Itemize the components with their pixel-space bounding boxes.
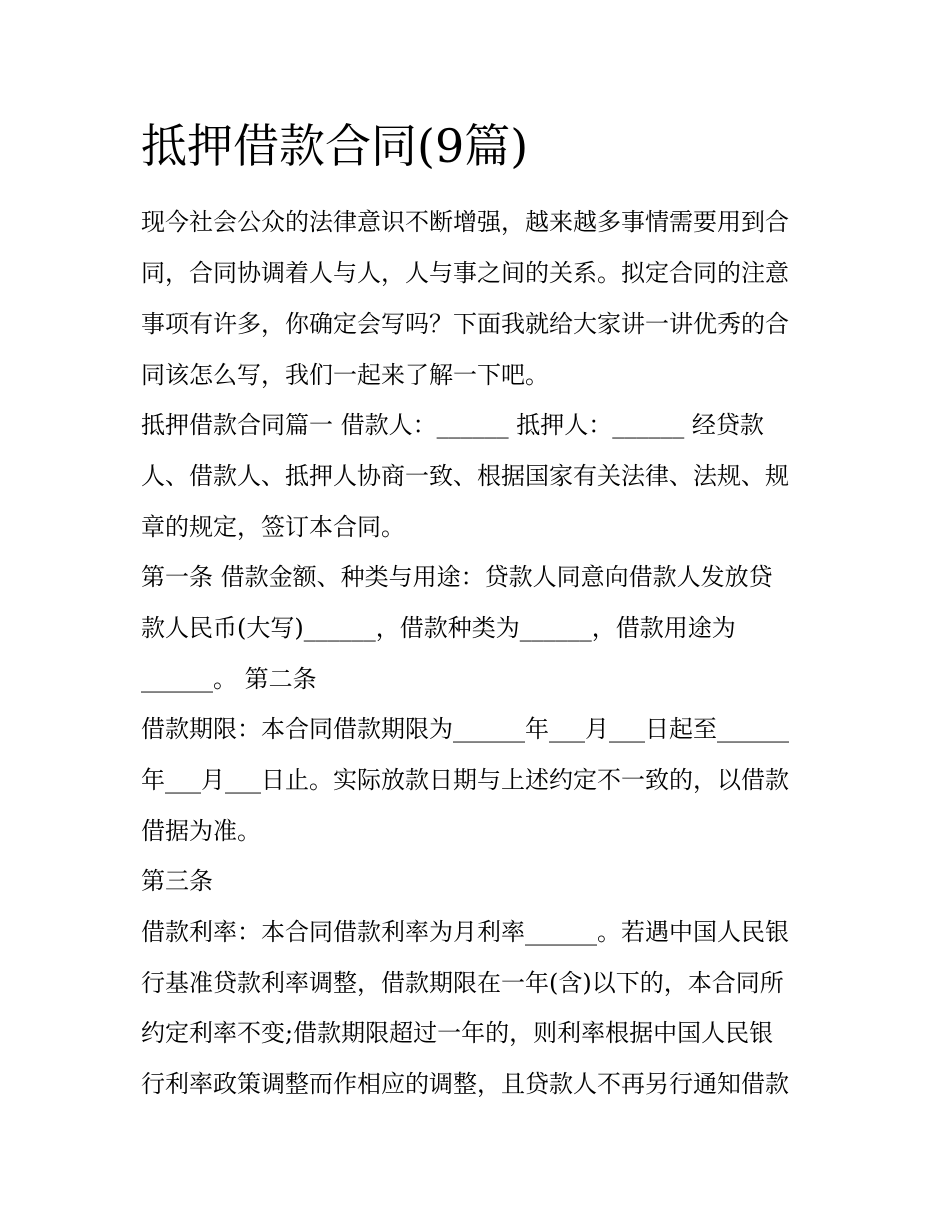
paragraph-line: 章的规定，签订本合同。 bbox=[141, 513, 405, 541]
paragraph-line: 第一条 借款金额、种类与用途：贷款人同意向借款人发放贷 bbox=[141, 563, 773, 591]
paragraph-line: 同，合同协调着人与人，人与事之间的关系。拟定合同的注意 bbox=[141, 259, 789, 287]
paragraph-line: 款人民币(大写)______，借款种类为______，借款用途为 bbox=[141, 614, 736, 642]
paragraph-line: 第三条 bbox=[141, 867, 213, 895]
document-title: 抵押借款合同(9篇) bbox=[141, 119, 529, 173]
paragraph-line: 约定利率不变;借款期限超过一年的，则利率根据中国人民银 bbox=[141, 1019, 774, 1047]
paragraph-line: 同该怎么写，我们一起来了解一下吧。 bbox=[141, 361, 549, 389]
paragraph-line: 借款期限：本合同借款期限为______年___月___日起至______ bbox=[141, 715, 789, 743]
paragraph-line: 年___月___日止。实际放款日期与上述约定不一致的，以借款 bbox=[141, 766, 789, 794]
paragraph-line: 行基准贷款利率调整，借款期限在一年(含)以下的，本合同所 bbox=[141, 969, 784, 997]
paragraph-line: 抵押借款合同篇一 借款人：______ 抵押人：______ 经贷款 bbox=[141, 411, 764, 439]
paragraph-line: 事项有许多，你确定会写吗？下面我就给大家讲一讲优秀的合 bbox=[141, 310, 789, 338]
paragraph-line: 借据为准。 bbox=[141, 817, 261, 845]
paragraph-line: ______。 第二条 bbox=[141, 665, 317, 693]
paragraph-line: 行利率政策调整而作相应的调整，且贷款人不再另行通知借款 bbox=[141, 1070, 789, 1098]
paragraph-line: 现今社会公众的法律意识不断增强，越来越多事情需要用到合 bbox=[141, 208, 789, 236]
paragraph-line: 人、借款人、抵押人协商一致、根据国家有关法律、法规、规 bbox=[141, 462, 789, 490]
paragraph-line: 借款利率：本合同借款利率为月利率______。若遇中国人民银 bbox=[141, 918, 789, 946]
